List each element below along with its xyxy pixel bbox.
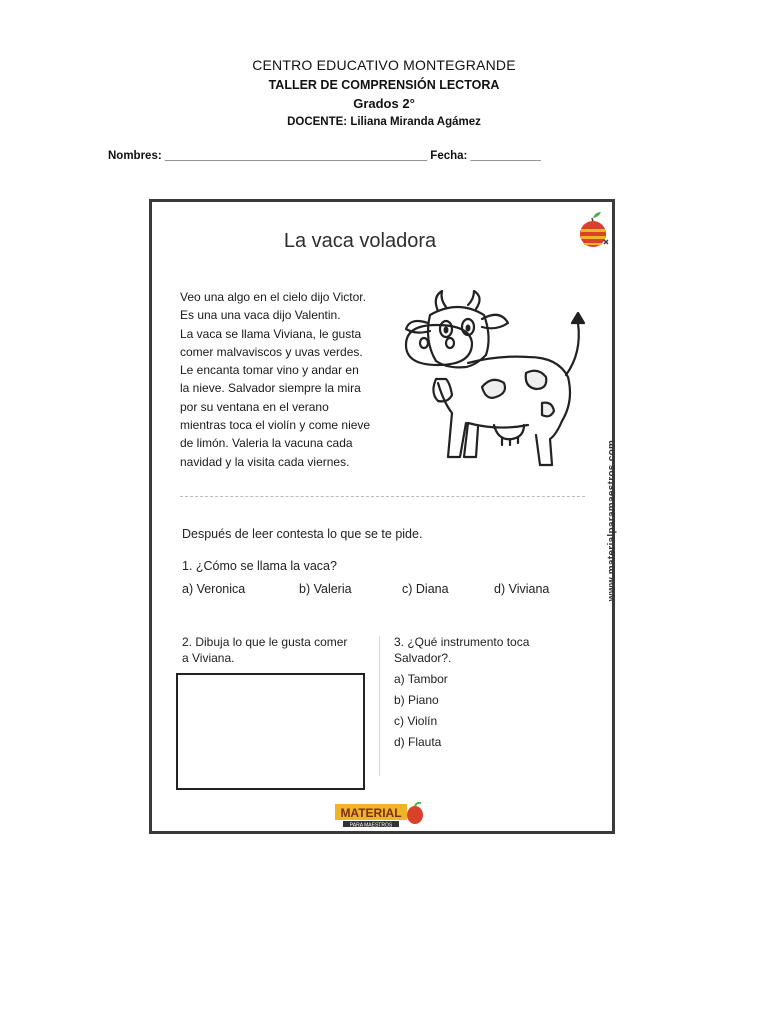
story-line: La vaca se llama Viviana, le gusta <box>180 326 362 341</box>
q3-option-b[interactable]: b) Piano <box>394 693 439 707</box>
q1-option-d[interactable]: d) Viviana <box>494 582 550 596</box>
question-3-line: 3. ¿Qué instrumento toca <box>394 635 530 649</box>
story-line: Le encanta tomar vino y andar en <box>180 363 359 378</box>
q1-option-c[interactable]: c) Diana <box>402 582 449 596</box>
watermark-url <box>597 430 617 620</box>
apple-logo-icon <box>576 210 610 250</box>
q1-option-b[interactable]: b) Valeria <box>299 582 352 596</box>
story-line: navidad y la visita cada viernes. <box>180 454 350 469</box>
question-2-line: a Viviana. <box>182 651 235 665</box>
school-name: CENTRO EDUCATIVO MONTEGRANDE <box>252 57 516 73</box>
story-line: de limón. Valeria la vacuna cada <box>180 436 353 451</box>
logo-subtext: PARA MAESTROS <box>349 822 393 829</box>
question-2 <box>182 634 382 666</box>
question-3-line: Salvador?. <box>394 651 452 665</box>
story-line: mientras toca el violín y come nieve <box>180 418 371 433</box>
section-divider <box>180 496 585 497</box>
workshop-title: TALLER DE COMPRENSIÓN LECTORA <box>268 78 500 92</box>
q1-option-a[interactable]: a) Veronica <box>182 582 246 596</box>
q3-option-d[interactable]: d) Flauta <box>394 735 442 749</box>
cow-illustration <box>398 283 588 478</box>
question-1: 1. ¿Cómo se llama la vaca? <box>182 559 337 573</box>
teacher-label: DOCENTE: Liliana Miranda Agámez <box>287 116 481 128</box>
story-line: Veo una algo en el cielo dijo Victor. <box>180 290 366 304</box>
watermark-text: www.materialparamaestros.com <box>606 439 618 602</box>
story-line: por su ventana en el verano <box>180 399 329 414</box>
names-date-line[interactable]: Nombres: _________________________________________ Fecha: ___________ <box>108 150 541 162</box>
question-3 <box>394 634 594 666</box>
instructions: Después de leer contesta lo que se te pide. <box>182 527 423 541</box>
q3-option-a[interactable]: a) Tambor <box>394 672 448 686</box>
story-line: Es una una vaca dijo Valentin. <box>180 308 341 323</box>
story-line: la nieve. Salvador siempre la mira <box>180 381 361 396</box>
story-title: La vaca voladora <box>283 230 437 252</box>
story-text <box>180 288 410 471</box>
question-2-line: 2. Dibuja lo que le gusta comer <box>182 635 348 649</box>
drawing-box[interactable] <box>176 673 365 790</box>
q3-option-c[interactable]: c) Violín <box>394 714 438 728</box>
grade-label: Grados 2° <box>353 96 415 111</box>
logo-text: MATERIAL <box>340 806 402 820</box>
story-line: comer malvaviscos y uvas verdes. <box>180 344 363 359</box>
material-para-maestros-logo <box>335 802 425 829</box>
